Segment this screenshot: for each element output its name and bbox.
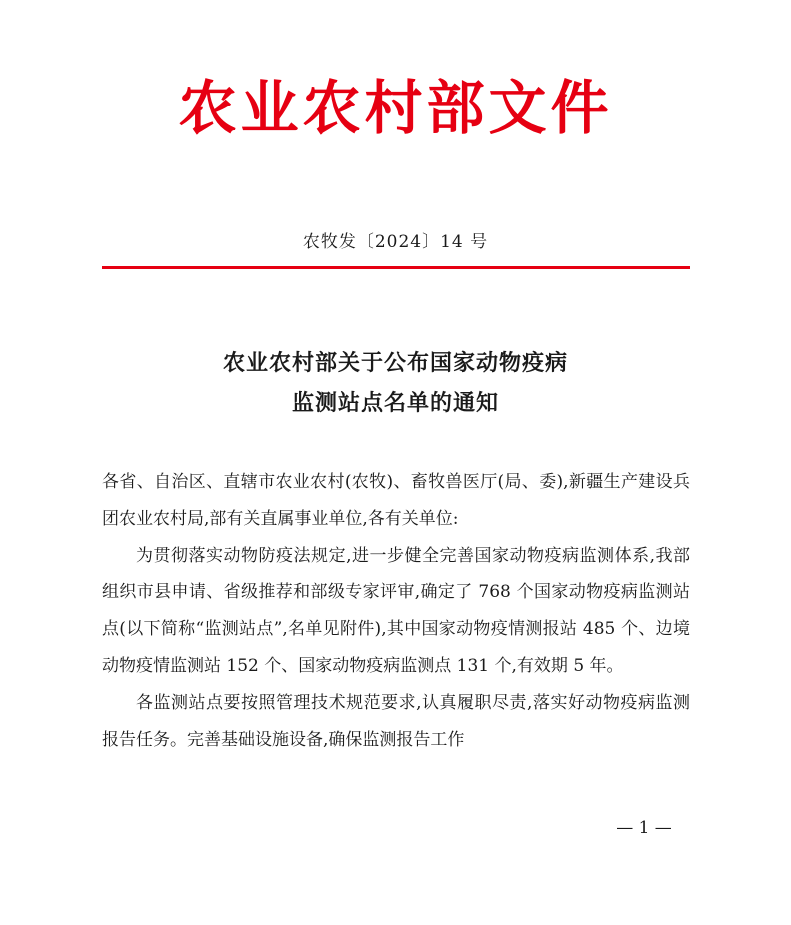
masthead-title: 农业农村部文件 bbox=[178, 74, 613, 142]
document-body bbox=[102, 464, 690, 758]
body-paragraph-2: 各监测站点要按照管理技术规范要求,认真履职尽责,落实好动物疫病监测报告任务。完善基础设施设备,确保监测报告工作 bbox=[102, 692, 690, 750]
red-divider-line bbox=[102, 266, 690, 269]
document-title-line-1: 农业农村部关于公布国家动物疫病 bbox=[222, 350, 568, 376]
page-number: — 1 — bbox=[616, 818, 672, 838]
addressee-paragraph: 各省、自治区、直辖市农业农村(农牧)、畜牧兽医厅(局、委),新疆生产建设兵团农业农村局,部有关直属事业单位,各有关单位: bbox=[102, 472, 690, 529]
document-number: 农牧发〔2024〕14 号 bbox=[302, 232, 489, 252]
document-title bbox=[0, 343, 791, 423]
body-paragraph-1: 为贯彻落实动物防疫法规定,进一步健全完善国家动物疫病监测体系,我部组织市县申请、省级推荐和部级专家评审,确定了 768 个国家动物疫病监测站点(以下简称“监测站点”,名单见附件),其中国家动物疫情测报站 485 个、边境动物疫情监测站 152 个、国家动物疫病监测点 131 个,有效期 5 年。 bbox=[102, 545, 690, 676]
document-title-line-2: 监测站点名单的通知 bbox=[291, 390, 499, 416]
